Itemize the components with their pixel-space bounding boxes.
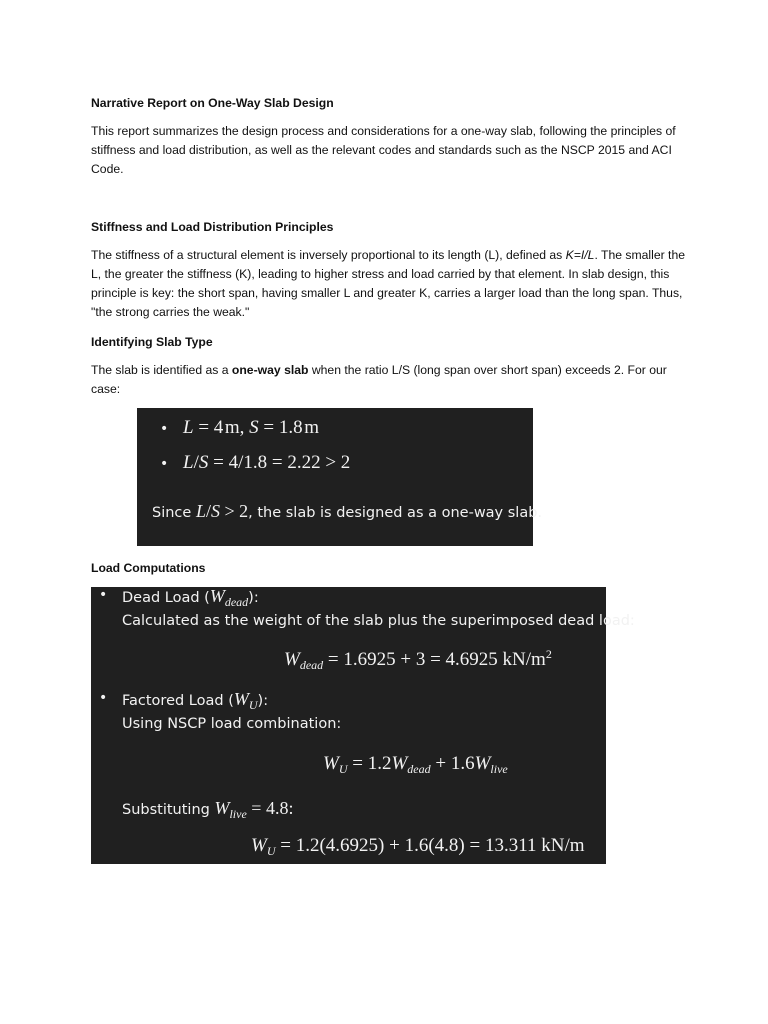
- dead-load-desc: Calculated as the weight of the slab plus the superimposed dead load:: [122, 613, 635, 629]
- bullet-ratio: L/S = 4/1.8 = 2.22 > 2: [183, 452, 351, 473]
- stiffness-text-b: . The smaller the L, the greater the stiffness (K), leading to higher stress and load carried by that element. In slab design, this principle is key: the short span, having smaller L and greater K, carries a larger load than the long span. Thus, "the strong carries the weak.": [91, 248, 685, 319]
- bullet-dot: •: [160, 421, 169, 437]
- loads-heading: Load Computations: [91, 561, 206, 575]
- slab-type-heading: Identifying Slab Type: [91, 335, 213, 349]
- slab-type-bold: one-way slab: [231, 363, 309, 377]
- slab-type-text-a: The slab is identified as a: [91, 363, 232, 377]
- factored-load-label: Factored Load $(W_U)$:: [122, 689, 269, 712]
- stiffness-heading: Stiffness and Load Distribution Principles: [91, 220, 334, 234]
- slab-conclusion: Since L/S > 2, the slab is designed as a one-way slab.: [152, 501, 543, 521]
- slab-type-text-b: when the ratio L/S (long span over short span) exceeds 2. For our case:: [91, 363, 667, 396]
- stiffness-text-a: The stiffness of a structural element is inversely proportional to its length (L), defined as: [91, 248, 566, 262]
- page-title: Narrative Report on One-Way Slab Design: [91, 96, 334, 110]
- substitution-line: Substituting $W_{live} = 4.8$:: [122, 798, 294, 821]
- slab-type-paragraph: [91, 361, 691, 399]
- bullet-dot: •: [99, 587, 108, 603]
- intro-paragraph: This report summarizes the design process and considerations for a one-way slab, following the principles of stiffness and load distribution, as well as the relevant codes and standards such as the NSCP 2015 and ACI Code.: [91, 124, 676, 176]
- factored-load-equation: $W_U = 1.2W_{dead} + 1.6W_{live}$: [323, 753, 508, 776]
- bullet-dot: •: [160, 456, 169, 472]
- factored-result-equation: $W_U = 1.2(4.6925) + 1.6(4.8) = 13.311$ kN/m: [251, 835, 585, 858]
- stiffness-paragraph: [91, 246, 691, 322]
- stiffness-formula: K=I/L: [565, 248, 595, 262]
- bullet-dimensions: L = 4 m, S = 1.8 m: [183, 417, 320, 438]
- bullet-dot: •: [99, 690, 108, 706]
- dead-load-label: Dead Load $(W_{dead})$:: [122, 586, 259, 609]
- loads-box: [91, 586, 635, 864]
- slab-ratio-box: [137, 408, 543, 546]
- dead-load-equation: $W_{dead} = 1.6925 + 3 = 4.6925$ $kN/m^2$: [284, 647, 552, 672]
- factored-load-desc: Using NSCP load combination:: [122, 716, 342, 732]
